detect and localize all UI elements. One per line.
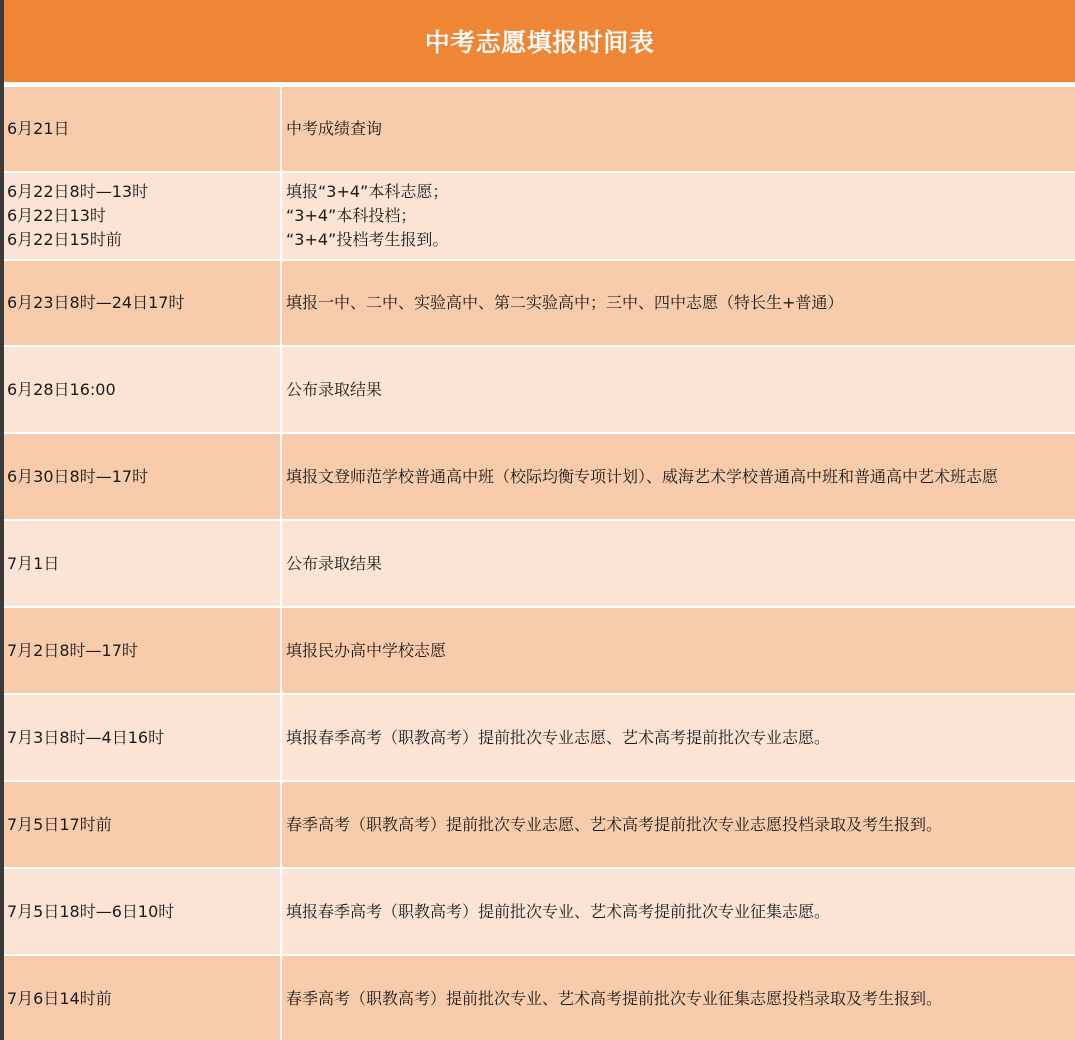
- date-cell: [4, 608, 282, 693]
- date-text: 7月5日18时—6日10时: [7, 901, 175, 921]
- event-cell: [282, 869, 1075, 954]
- table-row: [4, 606, 1075, 693]
- table-header: [4, 0, 1075, 82]
- date-text: 6月22日13时: [7, 206, 106, 225]
- event-text: 填报春季高考（职教高考）提前批次专业、艺术高考提前批次专业征集志愿。: [286, 901, 831, 921]
- event-cell: [282, 434, 1075, 519]
- event-text: “3+4”投档考生报到。: [286, 230, 449, 249]
- date-cell: [4, 782, 282, 867]
- date-cell: [4, 434, 282, 519]
- event-text: 公布录取结果: [286, 553, 383, 573]
- date-text: 6月28日16:00: [7, 379, 116, 399]
- table-row: [4, 693, 1075, 780]
- event-cell: [282, 608, 1075, 693]
- date-cell: [4, 869, 282, 954]
- date-cell: [4, 173, 282, 259]
- table-row: [4, 780, 1075, 867]
- date-text: 7月6日14时前: [7, 988, 112, 1008]
- table-title: 中考志愿填报时间表: [424, 28, 655, 57]
- date-text: 7月5日17时前: [7, 814, 112, 834]
- event-cell: [282, 695, 1075, 780]
- event-cell: [282, 261, 1075, 345]
- schedule-table: [4, 85, 1075, 1040]
- event-cell: [282, 782, 1075, 867]
- date-text: 6月30日8时—17时: [7, 466, 149, 486]
- date-text: 6月21日: [7, 119, 70, 138]
- event-text: “3+4”本科投档；: [286, 206, 417, 225]
- table-row: [4, 345, 1075, 432]
- table-row: [4, 259, 1075, 345]
- table-row: [4, 432, 1075, 519]
- event-text: 填报“3+4”本科志愿；: [286, 182, 449, 201]
- date-text: 6月22日15时前: [7, 230, 122, 249]
- date-cell: [4, 695, 282, 780]
- event-cell: [282, 347, 1075, 432]
- event-text: 春季高考（职教高考）提前批次专业、艺术高考提前批次专业征集志愿投档录取及考生报到。: [286, 988, 943, 1008]
- event-text: 中考成绩查询: [286, 119, 383, 138]
- table-row: [4, 519, 1075, 606]
- table-row: [4, 85, 1075, 171]
- event-cell: [282, 173, 1075, 259]
- date-text: 7月1日: [7, 553, 60, 573]
- date-cell: [4, 347, 282, 432]
- date-cell: [4, 261, 282, 345]
- event-cell: [282, 87, 1075, 171]
- event-text: 填报民办高中学校志愿: [286, 640, 447, 660]
- date-cell: [4, 956, 282, 1040]
- date-text: 7月2日8时—17时: [7, 640, 138, 660]
- event-text: 春季高考（职教高考）提前批次专业志愿、艺术高考提前批次专业志愿投档录取及考生报到。: [286, 814, 943, 834]
- table-row: [4, 954, 1075, 1040]
- event-text: 填报文登师范学校普通高中班（校际均衡专项计划）、威海艺术学校普通高中班和普通高中艺术班志愿: [286, 466, 999, 486]
- table-row: [4, 867, 1075, 954]
- date-cell: [4, 521, 282, 606]
- event-text: 公布录取结果: [286, 379, 383, 399]
- date-cell: [4, 87, 282, 171]
- event-text: 填报春季高考（职教高考）提前批次专业志愿、艺术高考提前批次专业志愿。: [286, 727, 831, 747]
- date-text: 6月23日8时—24日17时: [7, 293, 185, 312]
- table-row: [4, 171, 1075, 259]
- event-cell: [282, 521, 1075, 606]
- event-text: 填报一中、二中、实验高中、第二实验高中；三中、四中志愿（特长生+普通）: [286, 293, 844, 312]
- date-text: 7月3日8时—4日16时: [7, 727, 165, 747]
- event-cell: [282, 956, 1075, 1040]
- date-text: 6月22日8时—13时: [7, 182, 149, 201]
